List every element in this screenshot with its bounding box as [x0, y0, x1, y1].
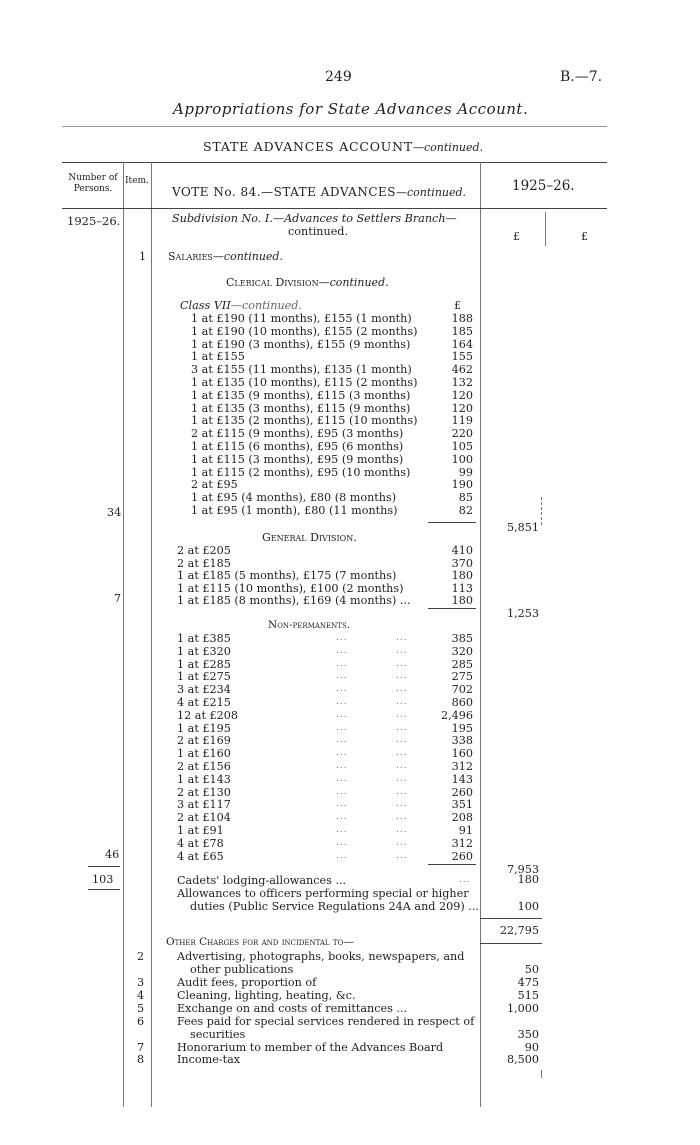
schedule-row-amount: 100: [451, 452, 473, 466]
leader-dots: ...: [396, 684, 408, 695]
schedule-row-text: 4 at £78: [177, 836, 224, 850]
schedule-row-amount: 164: [451, 337, 473, 351]
schedule-row-text: 1 at £190 (11 months), £155 (1 month): [191, 312, 412, 325]
schedule-row-text: 1 at £135 (2 months), £115 (10 months): [191, 414, 418, 428]
schedule-row-amount: 275: [451, 670, 473, 684]
general-total: 1,253: [506, 607, 539, 620]
other-charges-heading: Other Charges for and incidental to—: [166, 936, 354, 948]
class7-heading: [180, 299, 302, 312]
leader-dots: ...: [396, 799, 408, 810]
item-number: 4: [137, 989, 145, 1002]
vote-title-cont: —continued.: [396, 186, 467, 199]
schedule-row-amount: 132: [451, 376, 473, 389]
schedule-row-text: 2 at £115 (9 months), £95 (3 months): [191, 427, 404, 441]
schedule-row-amount: 143: [451, 772, 473, 786]
total-rule: [480, 943, 542, 944]
schedule-row-amount: 155: [451, 350, 473, 364]
schedule-row-amount: 285: [451, 657, 473, 671]
leader-dots: ...: [396, 850, 408, 861]
schedule-row-text: 3 at £234: [177, 683, 231, 697]
schedule-row-amount: 220: [451, 427, 473, 441]
leader-dots: ...: [336, 812, 348, 823]
leader-dots: ...: [396, 645, 408, 656]
charge-amount: 350: [517, 1028, 539, 1041]
schedule-row-text: 2 at £104: [177, 811, 231, 825]
leader-dots: ...: [336, 748, 348, 759]
schedule-row-text: 2 at £95: [191, 478, 238, 492]
allowances-line2: duties (Public Service Regulations 24A and 209) ...: [190, 900, 479, 913]
item-number: 6: [137, 1015, 145, 1028]
schedule-row-amount: 338: [451, 734, 473, 748]
vote-title: [172, 185, 466, 199]
col-divider-pounds: [545, 212, 546, 246]
leader-dots: ...: [396, 837, 408, 848]
schedule-row-amount: 320: [451, 644, 473, 658]
schedule-row-text: 1 at £190 (10 months), £155 (2 months): [191, 324, 418, 338]
column-header-rule: [62, 208, 607, 209]
leader-dots: ...: [336, 684, 348, 695]
schedule-row-text: 1 at £135 (10 months), £115 (2 months): [191, 376, 418, 389]
schedule-row-text: 1 at £115 (6 months), £95 (6 months): [191, 440, 404, 453]
item-number: 3: [137, 976, 145, 989]
class7-cont: —continued.: [230, 299, 302, 312]
schedule-row-text: 1 at £185 (5 months), £175 (7 months): [177, 569, 397, 583]
clerical-cont: —continued.: [318, 276, 389, 289]
schedule-row-amount: 410: [451, 544, 473, 557]
charge-amount: 50: [524, 963, 539, 976]
account-title-cont: —continued.: [413, 141, 484, 154]
leader-dots: ...: [396, 812, 408, 823]
item-number: 7: [137, 1041, 145, 1054]
schedule-row-amount: 120: [451, 401, 473, 415]
currency-symbol-b: £: [581, 230, 588, 243]
salaries-label: Salaries: [168, 250, 213, 263]
charge-label-continued: securities: [190, 1028, 246, 1041]
schedule-row-text: 1 at £95 (1 month), £80 (11 months): [191, 504, 398, 517]
schedule-row-text: 3 at £155 (11 months), £135 (1 month): [191, 363, 412, 377]
leader-dots: ...: [336, 786, 348, 797]
col-divider-amounts: [480, 162, 481, 1107]
class7-label: Class VII: [180, 299, 231, 312]
schedule-row-amount: 180: [451, 569, 473, 583]
schedule-row-amount: 180: [451, 594, 473, 608]
subdivision-line1: Subdivision No. I.—Advances to Settlers Branch—: [172, 212, 457, 225]
schedule-row-text: 1 at £160: [177, 747, 231, 761]
account-title: [203, 139, 483, 154]
schedule-row-text: 1 at £155: [191, 350, 245, 364]
schedule-row-text: 1 at £143: [177, 772, 231, 786]
persons-total-rule: [88, 889, 120, 890]
charge-amount: 515: [517, 989, 539, 1002]
schedule-row-amount: 91: [458, 824, 473, 837]
leader-dots: ...: [336, 671, 348, 682]
charge-amount: 1,000: [506, 1002, 539, 1015]
nonperm-total: 7,953: [506, 863, 539, 876]
col-divider-item: [151, 162, 152, 1107]
schedule-row-amount: 208: [451, 811, 473, 825]
schedule-row-amount: 188: [451, 312, 473, 325]
schedule-row-text: 1 at £190 (3 months), £155 (9 months): [191, 337, 411, 351]
total-rule: [480, 918, 542, 919]
leader-dots: ...: [336, 761, 348, 771]
charge-amount: 475: [517, 976, 539, 989]
charge-label-continued: other publications: [190, 963, 294, 976]
schedule-row-text: 2 at £130: [177, 785, 231, 799]
leader-dots: ...: [396, 773, 408, 784]
allowances-line1: Allowances to officers performing special or higher: [177, 887, 469, 900]
schedule-row-amount: 85: [458, 491, 473, 505]
clerical-heading: [226, 276, 389, 289]
leader-dots: ...: [459, 875, 471, 885]
leader-dots: ...: [336, 837, 348, 848]
account-title-main: STATE ADVANCES ACCOUNT: [203, 139, 414, 154]
schedule-row-text: 1 at £115 (2 months), £95 (10 months): [191, 465, 411, 479]
leader-dots: ...: [336, 697, 348, 707]
leader-dots: ...: [336, 658, 348, 669]
leader-dots: ...: [396, 786, 408, 797]
column-item-header: Item.: [125, 176, 149, 186]
schedule-row-amount: 462: [451, 363, 473, 377]
schedule-row-amount: 260: [451, 849, 473, 863]
nonperm-heading: Non-permanents.: [268, 619, 351, 631]
subdivision-line2: continued.: [288, 225, 349, 238]
document-reference: B.—7.: [560, 69, 603, 85]
item-number: 8: [137, 1053, 145, 1066]
schedule-row-text: 1 at £285: [177, 657, 231, 671]
cadets-amount: 180: [517, 873, 539, 886]
clerical-label: Clerical Division: [226, 276, 319, 289]
column-year-header: 1925–26.: [512, 178, 575, 194]
schedule-row-amount: 260: [451, 785, 473, 799]
schedule-row-text: 2 at £205: [177, 544, 231, 557]
schedule-row-amount: 82: [458, 504, 473, 517]
general-heading: General Division.: [262, 531, 357, 544]
schedule-row-text: 1 at £385: [177, 632, 231, 645]
subtotal-rule: [428, 608, 476, 609]
schedule-row-text: 12 at £208: [177, 708, 238, 722]
persons-total-rule: [88, 866, 120, 867]
leader-dots: ...: [396, 709, 408, 720]
class7-total: 5,851: [506, 521, 539, 534]
schedule-row-text: 2 at £185: [177, 556, 231, 570]
right-edge-dash: [541, 1070, 542, 1078]
leader-dots: ...: [336, 825, 348, 835]
schedule-row-amount: 195: [451, 721, 473, 735]
schedule-row-amount: 370: [451, 556, 473, 570]
item-number: 2: [137, 950, 145, 963]
column-persons-header: Number of Persons.: [68, 173, 118, 194]
schedule-row-text: 4 at £215: [177, 696, 231, 709]
schedule-row-text: 1 at £135 (9 months), £115 (3 months): [191, 388, 411, 402]
schedule-row-amount: 860: [451, 696, 473, 709]
charge-label: Advertising, photographs, books, newspapers, and: [177, 950, 465, 963]
vote-title-main: VOTE No. 84.—STATE ADVANCES: [172, 185, 397, 199]
leader-dots: ...: [336, 645, 348, 656]
subtotal-rule: [428, 864, 476, 865]
leader-dots: ...: [336, 773, 348, 784]
item-number: 1: [139, 250, 147, 263]
leader-dots: ...: [336, 735, 348, 746]
leader-dots: ...: [336, 799, 348, 810]
cadets-row: [177, 874, 346, 887]
item-number: 5: [137, 1002, 145, 1015]
page-title: Appropriations for State Advances Account.: [173, 100, 529, 118]
schedule-row-text: 1 at £135 (3 months), £115 (9 months): [191, 401, 411, 415]
col-divider-persons: [123, 162, 124, 1107]
charge-amount: 90: [524, 1041, 539, 1054]
schedule-row-text: 1 at £195: [177, 721, 231, 735]
schedule-row-text: 2 at £169: [177, 734, 231, 748]
persons-year-label: 1925–26.: [67, 214, 121, 228]
leader-dots: ...: [336, 633, 348, 643]
leader-dots: ...: [336, 722, 348, 733]
schedule-row-amount: 385: [451, 632, 473, 645]
schedule-row-amount: 702: [451, 683, 473, 697]
schedule-row-amount: 312: [451, 836, 473, 850]
cadets-text: Cadets' lodging-allowances ...: [177, 874, 347, 887]
total-persons: 103: [92, 873, 114, 886]
nonperm-persons: 46: [105, 848, 120, 861]
schedule-row-amount: 185: [451, 324, 473, 338]
charge-label: Exchange on and costs of remittances ...: [177, 1002, 408, 1015]
allowances-amount: 100: [517, 900, 539, 913]
leader-dots: ...: [396, 671, 408, 682]
salaries-heading: [168, 250, 283, 263]
schedule-row-amount: 190: [451, 478, 473, 492]
currency-symbol-a: £: [513, 230, 520, 243]
schedule-row-text: 1 at £185 (8 months), £169 (4 months) ...: [177, 594, 411, 608]
leader-dots: ...: [396, 722, 408, 733]
salaries-total: 22,795: [499, 924, 539, 937]
leader-dots: ...: [396, 658, 408, 669]
general-persons: 7: [114, 592, 122, 605]
schedule-row-text: 4 at £65: [177, 849, 224, 863]
leader-dots: ...: [336, 709, 348, 720]
schedule-row-text: 2 at £156: [177, 760, 231, 773]
schedule-row-amount: 113: [451, 581, 473, 595]
schedule-row-amount: 99: [458, 465, 473, 479]
leader-dots: ...: [396, 735, 408, 746]
schedule-row-text: 3 at £117: [177, 798, 231, 812]
schedule-row-amount: 119: [451, 414, 473, 428]
charge-label: Income-tax: [177, 1053, 241, 1066]
leader-dots: ...: [336, 850, 348, 861]
charge-label: Honorarium to member of the Advances Board: [177, 1041, 444, 1054]
schedule-row-text: 1 at £320: [177, 644, 231, 658]
page-number: 249: [325, 69, 352, 85]
header-rule: [62, 126, 607, 127]
class7-persons: 34: [107, 506, 122, 519]
schedule-row-amount: 351: [451, 798, 473, 812]
leader-dots: ...: [396, 761, 408, 771]
schedule-row-text: 1 at £275: [177, 670, 231, 684]
schedule-row-amount: 160: [451, 747, 473, 761]
table-top-rule: [62, 162, 607, 163]
leader-dots: ...: [396, 633, 408, 643]
schedule-row-amount: 105: [451, 440, 473, 453]
schedule-row-text: 1 at £95 (4 months), £80 (8 months): [191, 491, 397, 505]
schedule-row-amount: 312: [451, 760, 473, 773]
schedule-row-text: 1 at £115 (10 months), £100 (2 months): [177, 581, 404, 595]
leader-dots: ...: [396, 825, 408, 835]
charge-label: Audit fees, proportion of: [177, 976, 317, 989]
charge-label: Fees paid for special services rendered in respect of: [177, 1015, 475, 1028]
subtotal-rule: [428, 522, 476, 523]
leader-dots: ...: [396, 748, 408, 759]
leader-dots: ...: [396, 697, 408, 707]
charge-label: Cleaning, lighting, heating, &c.: [177, 989, 356, 1002]
schedule-row-text: 1 at £91: [177, 824, 224, 837]
schedule-row-text: 1 at £115 (3 months), £95 (9 months): [191, 452, 404, 466]
right-edge-dash: [541, 497, 542, 525]
class7-currency: £: [454, 299, 461, 312]
charge-amount: 8,500: [506, 1053, 539, 1066]
salaries-cont: —continued.: [212, 250, 283, 263]
schedule-row-amount: 2,496: [440, 708, 473, 722]
schedule-row-amount: 120: [451, 388, 473, 402]
